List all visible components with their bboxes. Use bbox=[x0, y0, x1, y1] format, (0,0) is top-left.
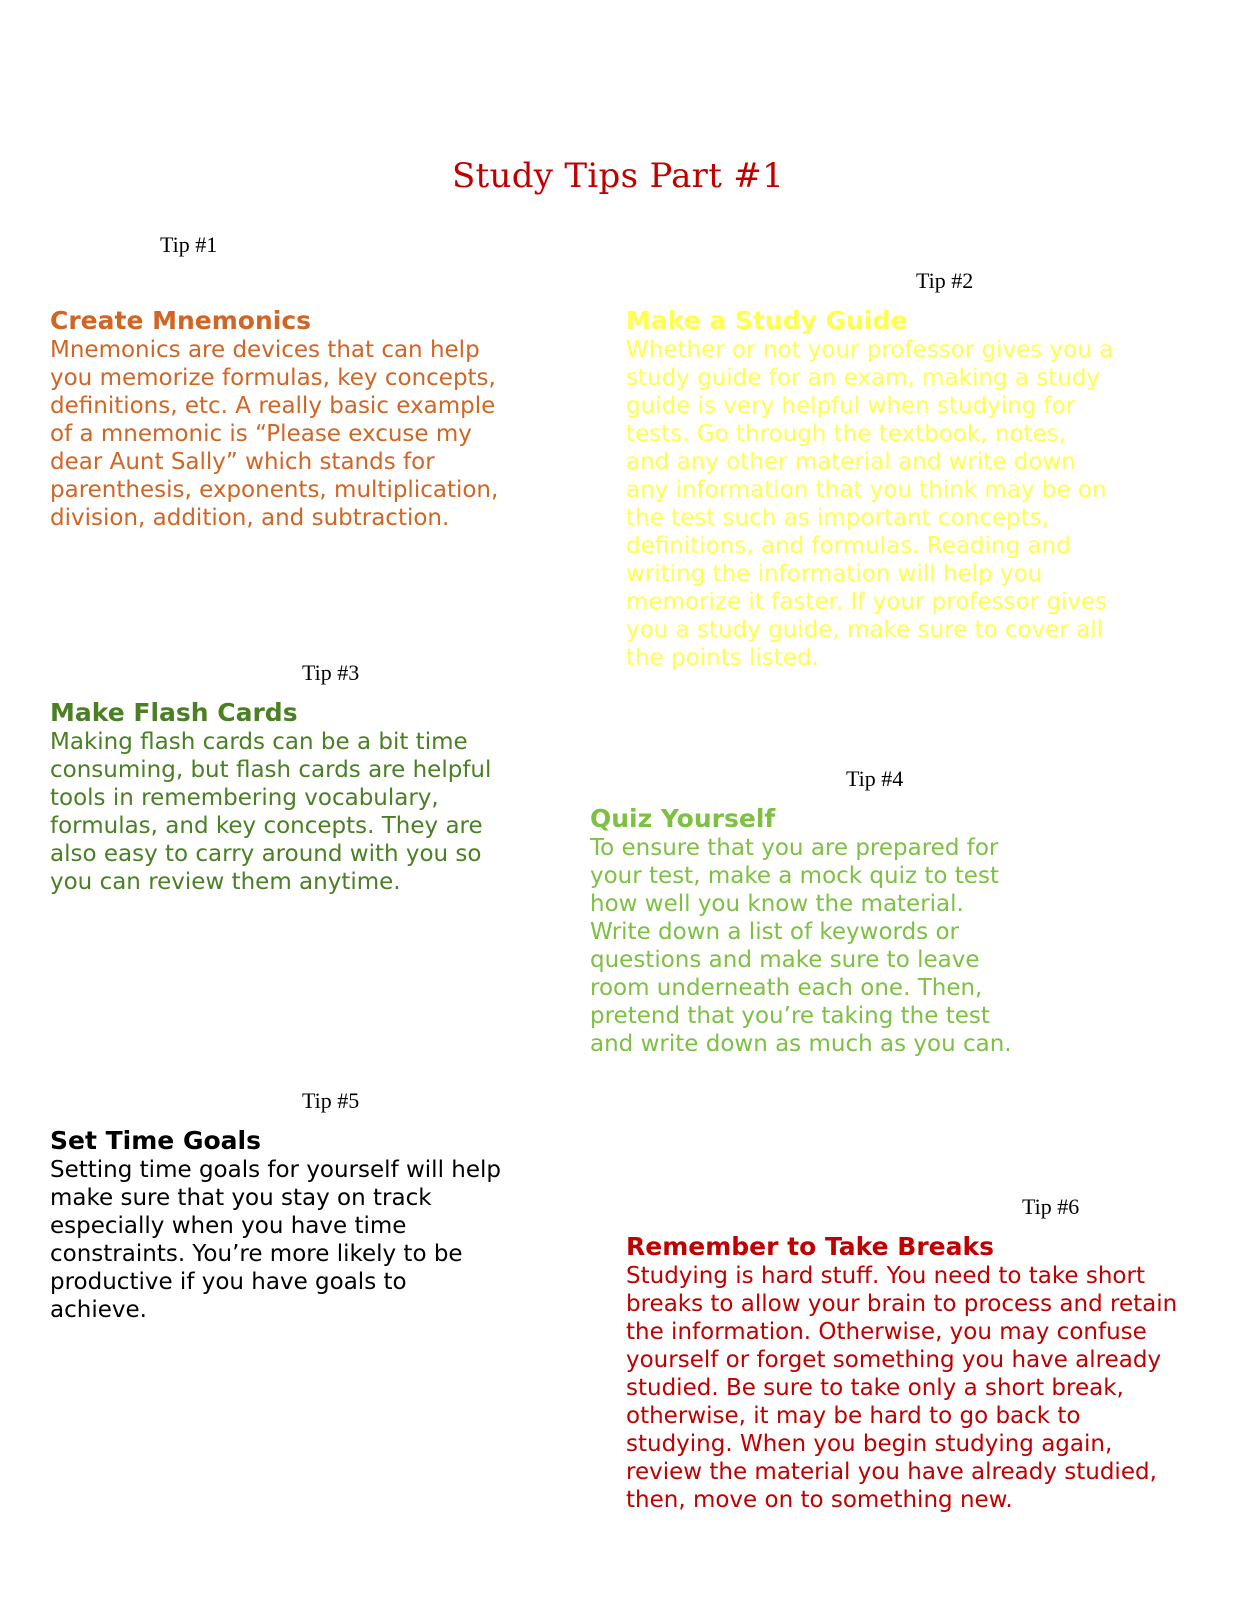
tip-3-body: Making flash cards can be a bit time consuming, but flash cards are helpful tools in remembering vocabulary, formulas, and key concepts. They are also easy to carry around with you so you can review them anytime. bbox=[50, 729, 492, 895]
tip-2-section bbox=[626, 306, 1116, 672]
tip-5-body: Setting time goals for yourself will help make sure that you stay on track especially when you have time constraints. You’re more likely to be productive if you have goals to achieve. bbox=[50, 1157, 501, 1323]
tip-4-section bbox=[590, 804, 1030, 1058]
tip-1-heading: Create Mnemonics bbox=[50, 306, 312, 335]
tip-2-label: Tip #2 bbox=[916, 268, 974, 293]
tip-6-body: Studying is hard stuff. You need to take short breaks to allow your brain to process and retain the information. Otherwise, you may confuse yourself or forget something you have already studied. Be sure to take only a short break, otherwise, it may be hard to go back to studying. When you begin studying again, review the material you have already studied, then, move on to something new. bbox=[626, 1263, 1178, 1513]
tip-4-heading: Quiz Yourself bbox=[590, 804, 776, 833]
tip-1-body: Mnemonics are devices that can help you memorize formulas, key concepts, definitions, etc. A really basic example of a mnemonic is “Please excuse my dear Aunt Sally” which stands for parenthesis, exponents, multiplication, division, addition, and subtraction. bbox=[50, 337, 499, 531]
tip-4-body: To ensure that you are prepared for your test, make a mock quiz to test how well you know the material. Write down a list of keywords or questions and make sure to leave room underneath each one. Then, pretend that you’re taking the test and write down as much as you can. bbox=[590, 835, 1012, 1057]
tip-6-section bbox=[626, 1232, 1186, 1514]
tip-2-heading: Make a Study Guide bbox=[626, 306, 908, 335]
tip-3-label: Tip #3 bbox=[302, 660, 360, 685]
tip-5-heading: Set Time Goals bbox=[50, 1126, 261, 1155]
tip-1-section bbox=[50, 306, 502, 532]
tip-4-label: Tip #4 bbox=[846, 766, 904, 791]
tip-5-section bbox=[50, 1126, 502, 1324]
tip-6-label: Tip #6 bbox=[1022, 1194, 1080, 1219]
tip-1-label: Tip #1 bbox=[160, 232, 218, 257]
tip-2-body: Whether or not your professor gives you a study guide for an exam, making a study guide is very helpful when studying for tests. Go through the textbook, notes, and any other material and write down any information that you think may be on the test such as important concepts, definitions, and formulas. Reading and writing the information will help you memorize it faster. If your professor gives you a study guide, make sure to cover all the points listed. bbox=[626, 337, 1114, 671]
tip-3-heading: Make Flash Cards bbox=[50, 698, 298, 727]
tip-3-section bbox=[50, 698, 502, 896]
tip-5-label: Tip #5 bbox=[302, 1088, 360, 1113]
tip-6-heading: Remember to Take Breaks bbox=[626, 1232, 995, 1261]
page-title: Study Tips Part #1 bbox=[451, 156, 785, 196]
